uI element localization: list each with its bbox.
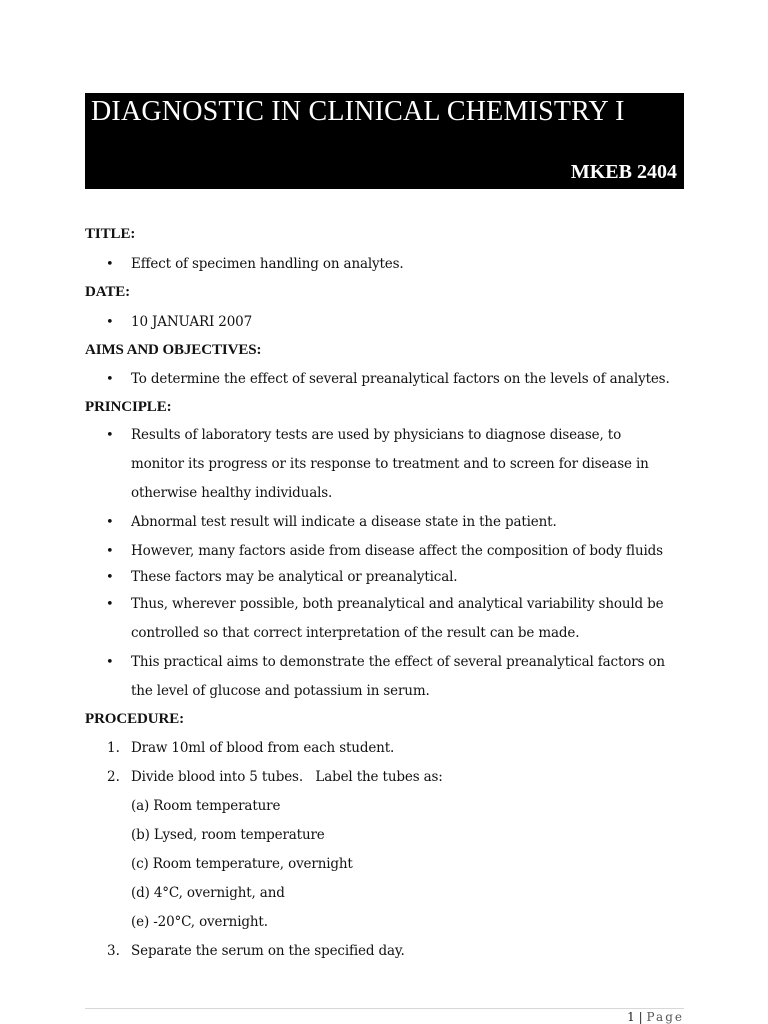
tube-label: (a) Room temperature — [131, 798, 281, 814]
tube-label: (e) -20°C, overnight. — [131, 914, 268, 930]
list-item: Separate the serum on the specified day. — [131, 943, 405, 959]
bullet-icon: • — [106, 372, 114, 387]
bullet-icon: • — [106, 570, 114, 585]
page-separator: | — [638, 1010, 643, 1024]
list-item: Divide blood into 5 tubes. Label the tubes as: — [131, 769, 443, 785]
bullet-icon: • — [106, 315, 114, 330]
list-item: Results of laboratory tests are used by physicians to diagnose disease, to monitor its progress or its response to treatment and to screen for disease in otherwise healthy individuals. — [131, 427, 649, 501]
section-heading-aims: AIMS AND OBJECTIVES: — [85, 342, 262, 358]
list-item: However, many factors aside from disease affect the composition of body fluids — [131, 543, 663, 559]
list-number: 1. — [107, 740, 120, 756]
list-number: 3. — [107, 943, 120, 959]
document-header — [85, 93, 684, 189]
bullet-icon: • — [106, 597, 114, 612]
tube-label: (c) Room temperature, overnight — [131, 856, 353, 872]
bullet-icon: • — [106, 257, 114, 272]
list-item: Abnormal test result will indicate a disease state in the patient. — [131, 514, 557, 530]
tube-label: (d) 4°C, overnight, and — [131, 885, 285, 901]
list-item: To determine the effect of several preanalytical factors on the levels of analytes. — [131, 371, 670, 387]
list-item: Draw 10ml of blood from each student. — [131, 740, 395, 756]
list-item: Thus, wherever possible, both preanalytical and analytical variability should be controlled so that correct interpretation of the result can be made. — [131, 596, 664, 641]
list-item: These factors may be analytical or preanalytical. — [131, 569, 458, 585]
page-number: 1 — [627, 1010, 635, 1024]
tube-label: (b) Lysed, room temperature — [131, 827, 325, 843]
section-heading-title: TITLE: — [85, 226, 136, 242]
list-item: Effect of specimen handling on analytes. — [131, 256, 404, 272]
page-label: Page — [646, 1010, 684, 1024]
bullet-icon: • — [106, 544, 114, 559]
bullet-icon: • — [106, 655, 114, 670]
section-heading-principle: PRINCIPLE: — [85, 399, 172, 415]
document-title: DIAGNOSTIC IN CLINICAL CHEMISTRY I — [91, 96, 625, 127]
list-item: 10 JANUARI 2007 — [131, 314, 253, 330]
section-heading-procedure: PROCEDURE: — [85, 711, 184, 727]
list-number: 2. — [107, 769, 120, 785]
bullet-icon: • — [106, 428, 114, 443]
course-code: MKEB 2404 — [570, 161, 677, 183]
section-heading-date: DATE: — [85, 284, 131, 300]
bullet-icon: • — [106, 515, 114, 530]
list-item: This practical aims to demonstrate the effect of several preanalytical factors on the level of glucose and potassium in serum. — [131, 654, 665, 699]
page-footer — [627, 1010, 684, 1024]
footer-divider — [85, 1008, 684, 1009]
